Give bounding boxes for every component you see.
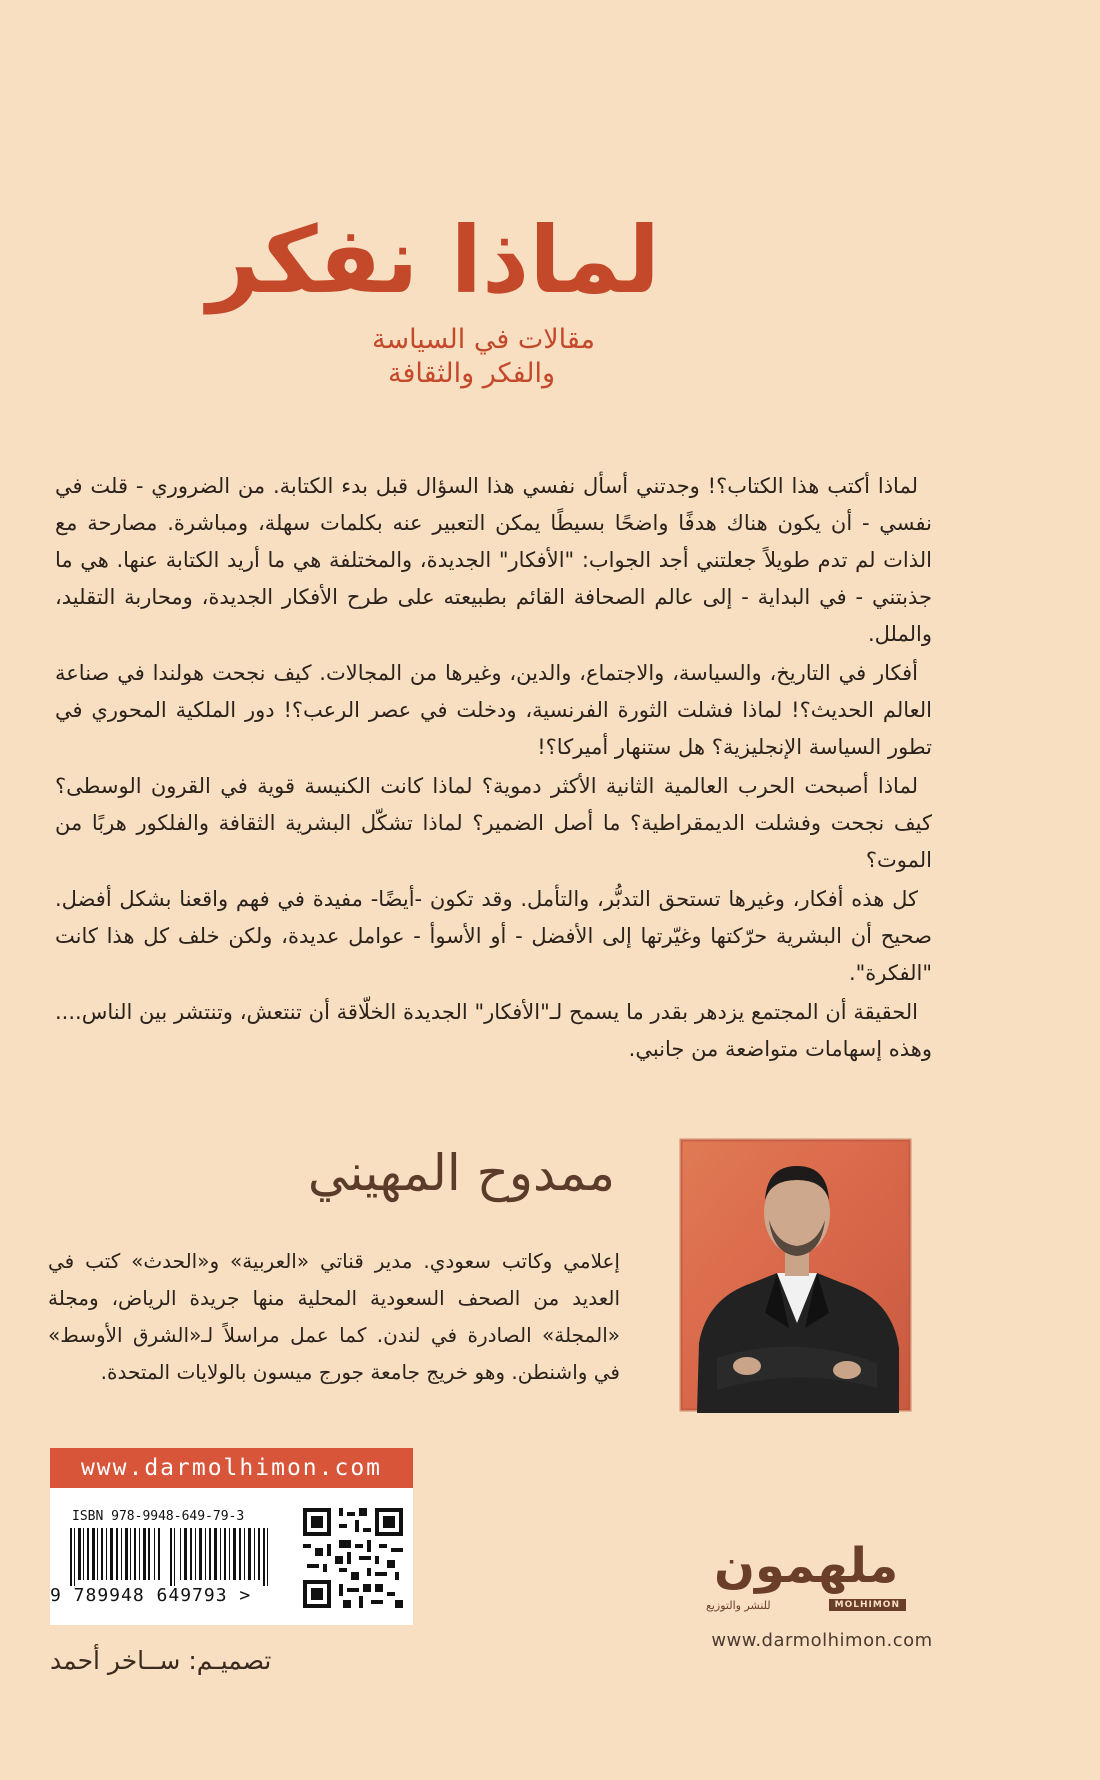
isbn-digits: 9 789948 649793 > [50,1585,252,1606]
blurb-body [55,468,932,1070]
blurb-paragraph: أفكار في التاريخ، والسياسة، والاجتماع، والدين، وغيرها من المجالات. كيف نجحت هولندا في صناعة العالم الحديث؟! لماذا فشلت الثورة الفرنسية، ودخلت في عصر الرعب؟! دور الملكية المحوري في تطور السياسة الإنجليزية؟ هل ستنهار أميركا؟! [55,661,932,759]
barcode-panel [50,1488,413,1625]
blurb-paragraph: الحقيقة أن المجتمع يزدهر بقدر ما يسمح لـ"الأفكار" الجديدة الخلّاقة أن تنتعش، وتنتشر بين الناس.... وهذه إسهامات متواضعة من جانبي. [55,1000,932,1061]
design-credit: تصميـم: ســاخر أحمد [50,1646,272,1675]
logo-sub: للنشر والتوزيع [706,1598,771,1612]
publisher-logo [706,1538,935,1614]
book-title: لماذا نفكر [206,207,660,314]
book-subtitle-line2: والفكر والثقافة [388,358,555,389]
isbn-label: ISBN 978-9948-649-79-3 [72,1509,245,1524]
website-url-bar: www.darmolhimon.com [50,1448,413,1488]
blurb-paragraph: كل هذه أفكار، وغيرها تستحق التدبُّر، والتأمل. وقد تكون -أيضًا- مفيدة في فهم واقعنا بشكل أفضل. صحيح أن البشرية حرّكتها وغيّرتها إلى الأفضل - أو الأسوأ - عوامل عديدة، ولكن خلف كل هذا كانت "الفكرة". [55,887,932,985]
barcode [70,1528,280,1586]
qr-code [303,1508,403,1608]
author-bio-text: إعلامي وكاتب سعودي. مدير قناتي «العربية» و«الحدث» كتب في العديد من الصحف السعودية المحلية منها جريدة الرياض، ومجلة «المجلة» الصادرة في لندن. كما عمل مراسلاً لـ«الشرق الأوسط» في واشنطن. وهو خريج جامعة جورج ميسون بالولايات المتحدة. [48,1249,620,1384]
logo-tagline [706,1598,906,1612]
logo-wordmark: ملهمون [714,1538,899,1594]
author-name: ممدوح المهيني [307,1144,615,1202]
book-subtitle-line1: مقالات في السياسة [371,324,595,355]
publisher-url: www.darmolhimon.com [711,1630,933,1651]
blurb-paragraph: لماذا أصبحت الحرب العالمية الثانية الأكثر دموية؟ لماذا كانت الكنيسة قوية في القرون الوسطى؟ كيف نجحت وفشلت الديمقراطية؟ ما أصل الضمير؟ لماذا تشكّل البشرية الثقافة والفلكور هربًا من الموت؟ [55,774,932,872]
logo-latin: MOLHIMON [829,1599,906,1611]
blurb-paragraph: لماذا أكتب هذا الكتاب؟! وجدتني أسأل نفسي هذا السؤال قبل بدء الكتابة. من الضروري - قلت في نفسي - أن يكون هناك هدفًا واضحًا بسيطًا يمكن التعبير عنه بكلمات سهلة، ومباشرة. مصارحة مع الذات لم تدم طويلاً جعلتني أجد الجواب: "الأفكار" الجديدة، والمختلفة هي ما أريد الكتابة عنها. هي ما جذبتني - في البداية - إلى عالم الصحافة القائم بطبيعته على طرح الأفكار الجديدة، ومحاربة التقليد، والملل. [55,474,932,646]
author-bio [48,1243,620,1391]
author-photo [677,1108,914,1415]
